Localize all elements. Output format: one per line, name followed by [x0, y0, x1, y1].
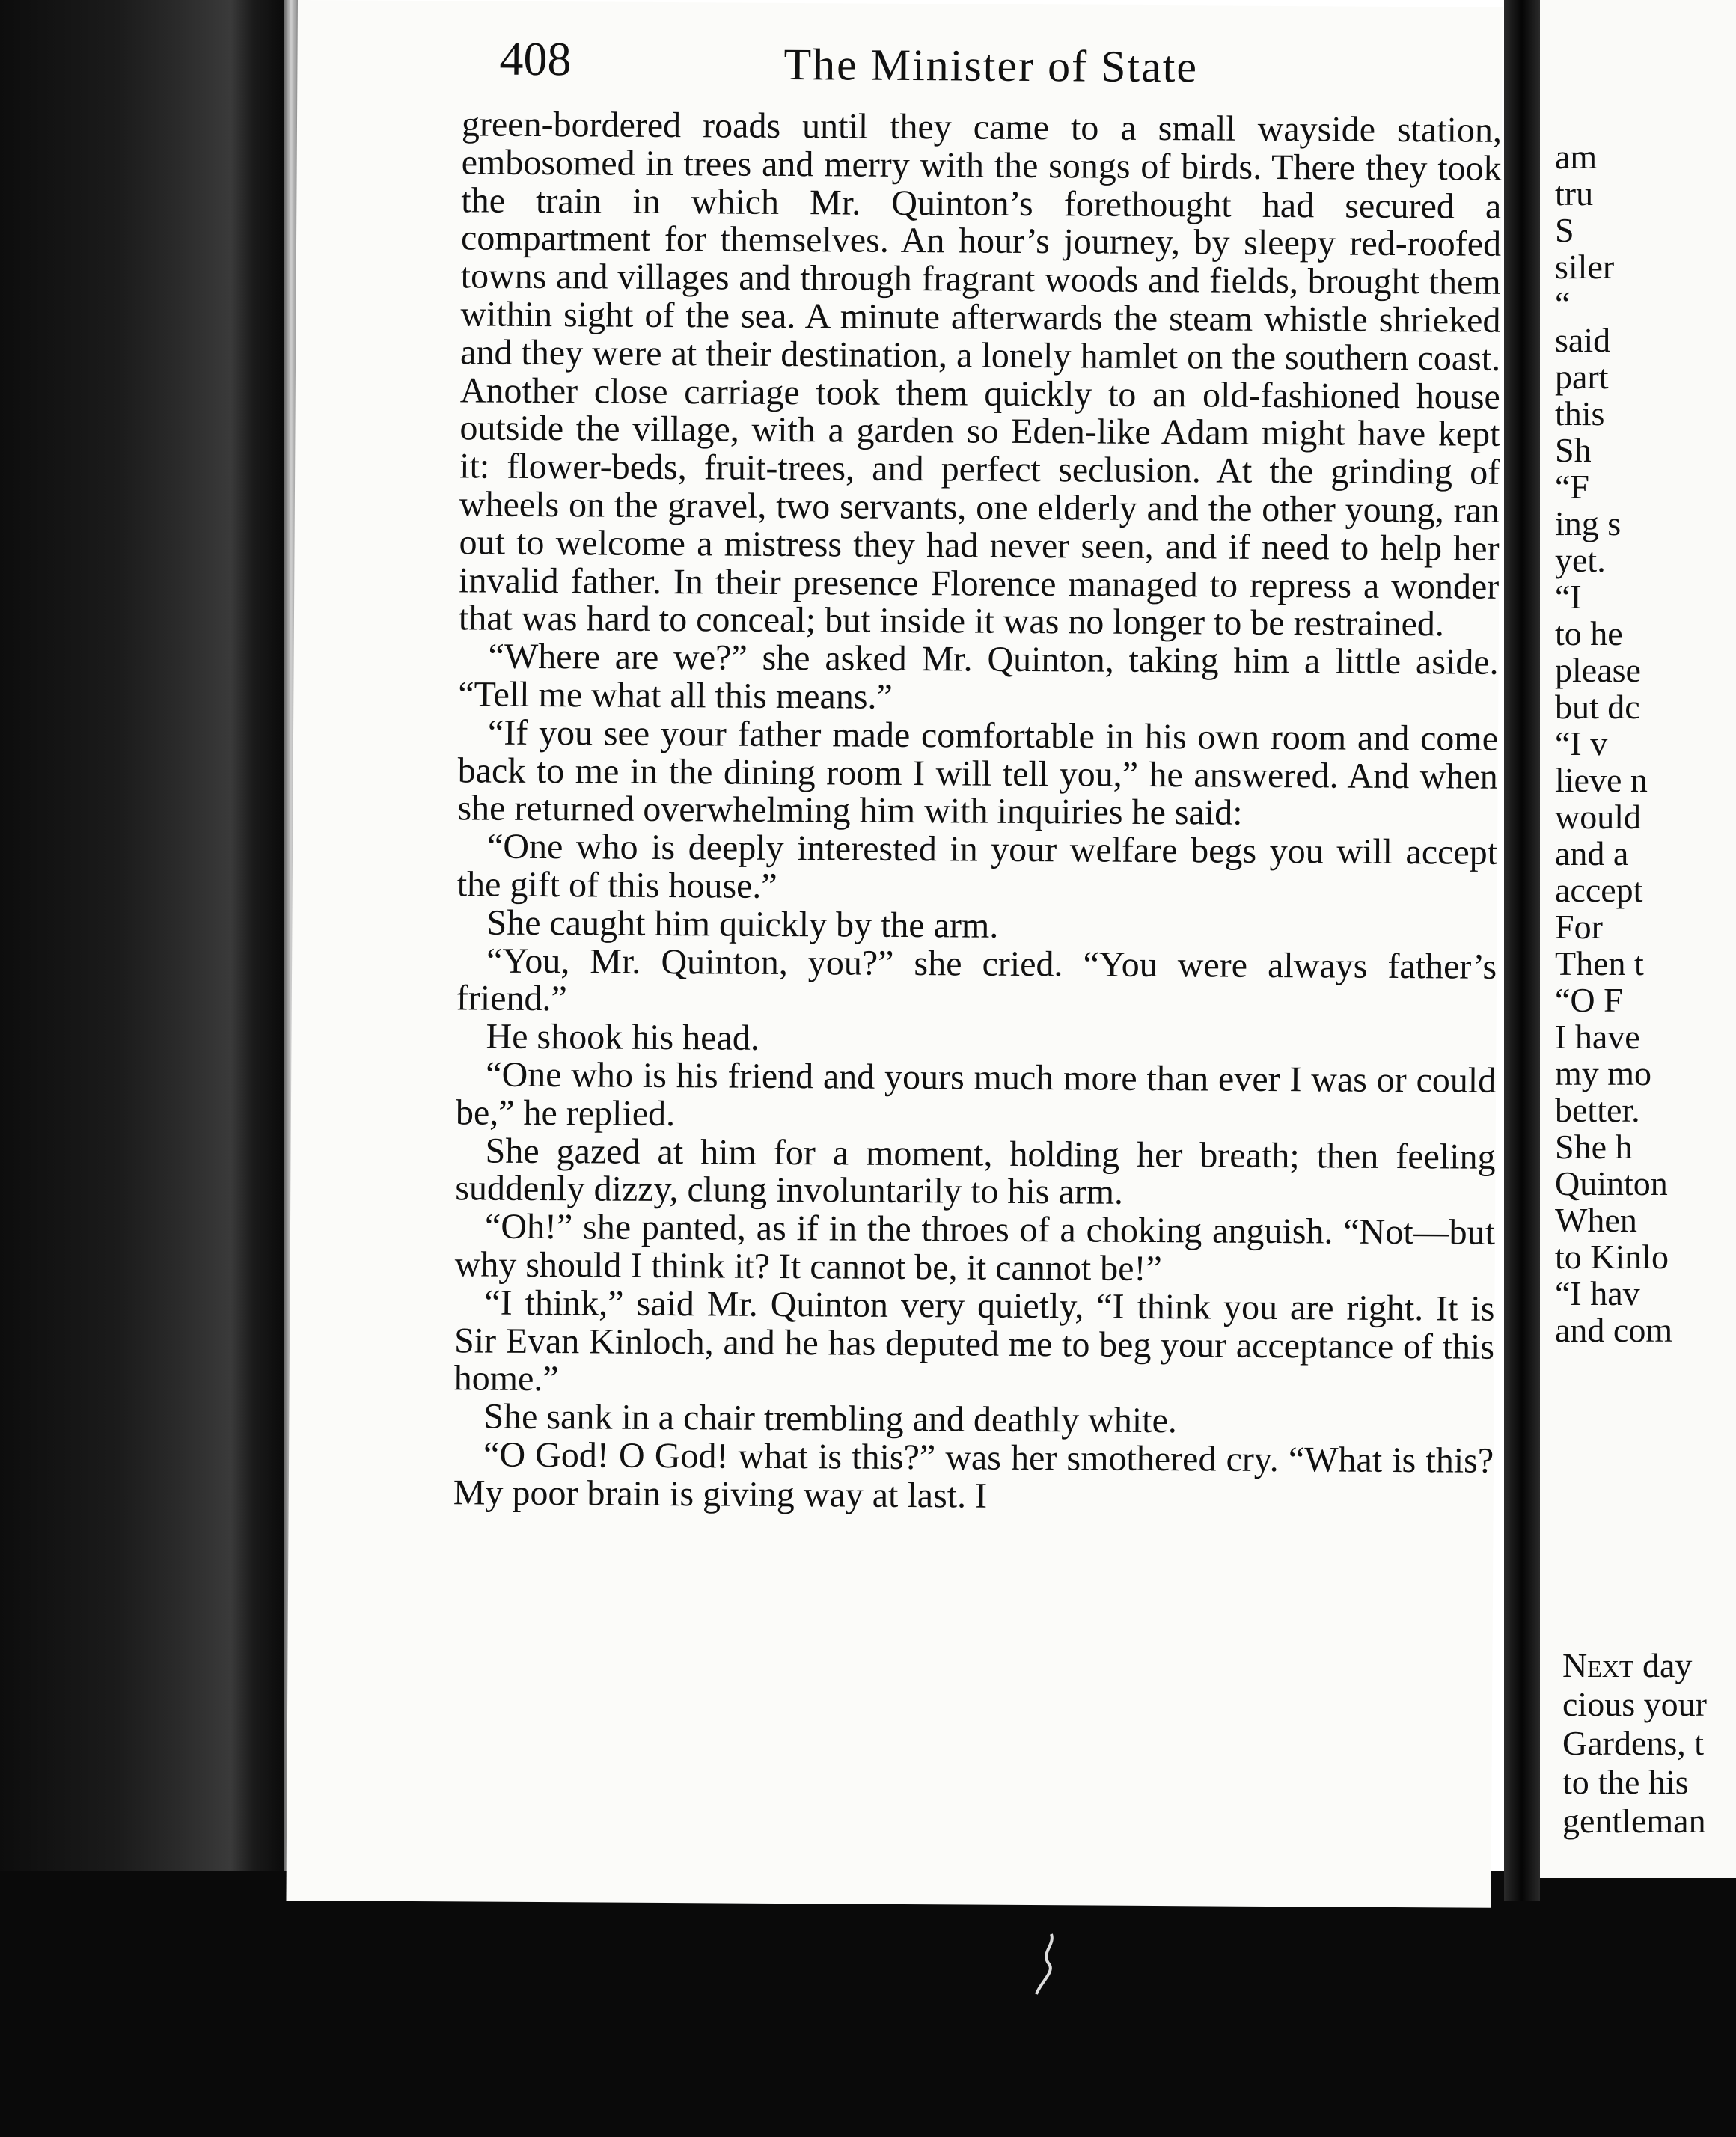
- paragraph: He shook his head.: [486, 1016, 760, 1058]
- right-page-line: tru: [1555, 174, 1594, 213]
- paragraph: She caught him quickly by the arm.: [486, 902, 999, 946]
- right-page-line: please: [1555, 651, 1641, 689]
- right-page-line: and a: [1555, 834, 1629, 872]
- right-page-line: S: [1555, 211, 1574, 249]
- paragraph: “Oh!” she panted, as if in the throes of a choking anguish. “Not—but why should I think it? It cannot be, it cannot be!”: [454, 1206, 1496, 1288]
- right-page-line: and com: [1555, 1311, 1673, 1349]
- right-page-line: “I hav: [1555, 1274, 1640, 1312]
- right-page-line: Gardens, t: [1562, 1724, 1705, 1762]
- book-gutter: [1504, 0, 1540, 1901]
- small-caps-word: Next: [1562, 1646, 1634, 1684]
- body-text: [453, 106, 1502, 1518]
- paragraph: She sank in a chair trembling and deathly white.: [483, 1396, 1178, 1441]
- right-page-line: Then t: [1555, 944, 1644, 982]
- right-page-line: better.: [1555, 1091, 1640, 1129]
- scan-mark: [1033, 1930, 1063, 1998]
- right-page-line: “I v: [1555, 724, 1608, 762]
- page-number: 408: [499, 31, 572, 86]
- right-page-line: siler: [1555, 248, 1615, 286]
- right-page-line: When: [1555, 1201, 1637, 1239]
- right-page-line: to he: [1555, 614, 1623, 652]
- right-page-line: accept: [1555, 871, 1643, 909]
- right-page-line: yet.: [1555, 541, 1606, 579]
- right-page-line: my mo: [1555, 1054, 1652, 1092]
- book-spine: [0, 0, 296, 2137]
- right-page-line: but dc: [1555, 688, 1640, 726]
- right-page-line: to the his: [1562, 1763, 1689, 1801]
- paragraph: “I think,” said Mr. Quinton very quietly, “I think you are right. It is Sir Evan Kinloch, and he has deputed me to beg your acceptance of this home.”: [453, 1282, 1495, 1399]
- right-page-line: “F: [1555, 468, 1589, 506]
- right-page-line: this: [1555, 394, 1605, 432]
- right-page-line: Sh: [1555, 431, 1592, 469]
- right-page-line: I have: [1555, 1018, 1640, 1056]
- paragraph: “If you see your father made comfortable in his own room and come back to me in the dining room I will tell you,” he answered. And when she returned overwhelming him with inquiries he said:: [457, 712, 1499, 834]
- paragraph: “One who is his friend and yours much more than ever I was or could be,” he replied.: [455, 1054, 1497, 1134]
- right-page-line: said: [1555, 321, 1611, 359]
- right-page-line: cious your: [1562, 1685, 1707, 1723]
- page-header: [499, 31, 1502, 97]
- right-page-line: “I: [1555, 578, 1582, 616]
- right-page-line: part: [1555, 358, 1609, 396]
- left-page: [286, 0, 1502, 1908]
- paragraph: “You, Mr. Quinton, you?” she cried. “You were always father’s friend.”: [456, 941, 1497, 1019]
- right-page-line: “O F: [1555, 981, 1623, 1019]
- right-page-bottom-text: [1562, 1646, 1736, 1841]
- running-title: The Minister of State: [783, 39, 1199, 92]
- right-page-line: Quinton: [1555, 1164, 1668, 1202]
- right-page-line: gentleman: [1562, 1802, 1706, 1840]
- right-page-line: lieve n: [1555, 761, 1648, 799]
- right-page-line: “: [1555, 284, 1571, 322]
- paragraph: green-bordered roads until they came to a small wayside station, embosomed in trees and merry with the songs of birds. There they took the train in which Mr. Quinton’s forethought had secured a compartment for themselves. An hour’s journey, by sleepy red-roofed towns and villages and through fragrant woods and fields, brought them within sight of the sea. A minute afterwards the steam whistle shrieked and they were at their destination, a lonely hamlet on the southern coast. Another close carriage took them quickly to an old-fashioned house outside the village, with a garden so Eden-like Adam might have kept it: flower-beds, fruit-trees, and perfect seclusion. At the grinding of wheels on the gravel, two servants, one elderly and the other young, ran out to welcome a mistress they had never seen, and if need to help her invalid father. In their presence Florence managed to repress a wonder that was hard to conceal; but inside it was no longer to be restrained.: [458, 104, 1503, 644]
- right-page-line: For: [1555, 908, 1603, 946]
- paragraph: “O God! O God! what is this?” was her smothered cry. “What is this? My poor brain is giving way at last. I: [453, 1434, 1494, 1516]
- right-page-line: ing s: [1555, 504, 1622, 542]
- paragraph: “One who is deeply interested in your welfare begs you will accept the gift of this house.”: [456, 826, 1498, 906]
- paragraph: “Where are we?” she asked Mr. Quinton, taking him a little aside. “Tell me what all this means.”: [458, 636, 1499, 717]
- right-page-fragment: [1540, 0, 1736, 1878]
- scan-background: [0, 1871, 1736, 2137]
- right-page-line: would: [1555, 798, 1641, 836]
- right-page-line: She h: [1555, 1128, 1633, 1166]
- right-page-text: [1555, 138, 1736, 1348]
- paragraph: She gazed at him for a moment, holding her breath; then feeling suddenly dizzy, clung involuntarily to his arm.: [455, 1131, 1496, 1213]
- right-page-line: day: [1642, 1646, 1693, 1684]
- right-page-line: am: [1555, 138, 1598, 176]
- right-page-line: to Kinlo: [1555, 1238, 1669, 1276]
